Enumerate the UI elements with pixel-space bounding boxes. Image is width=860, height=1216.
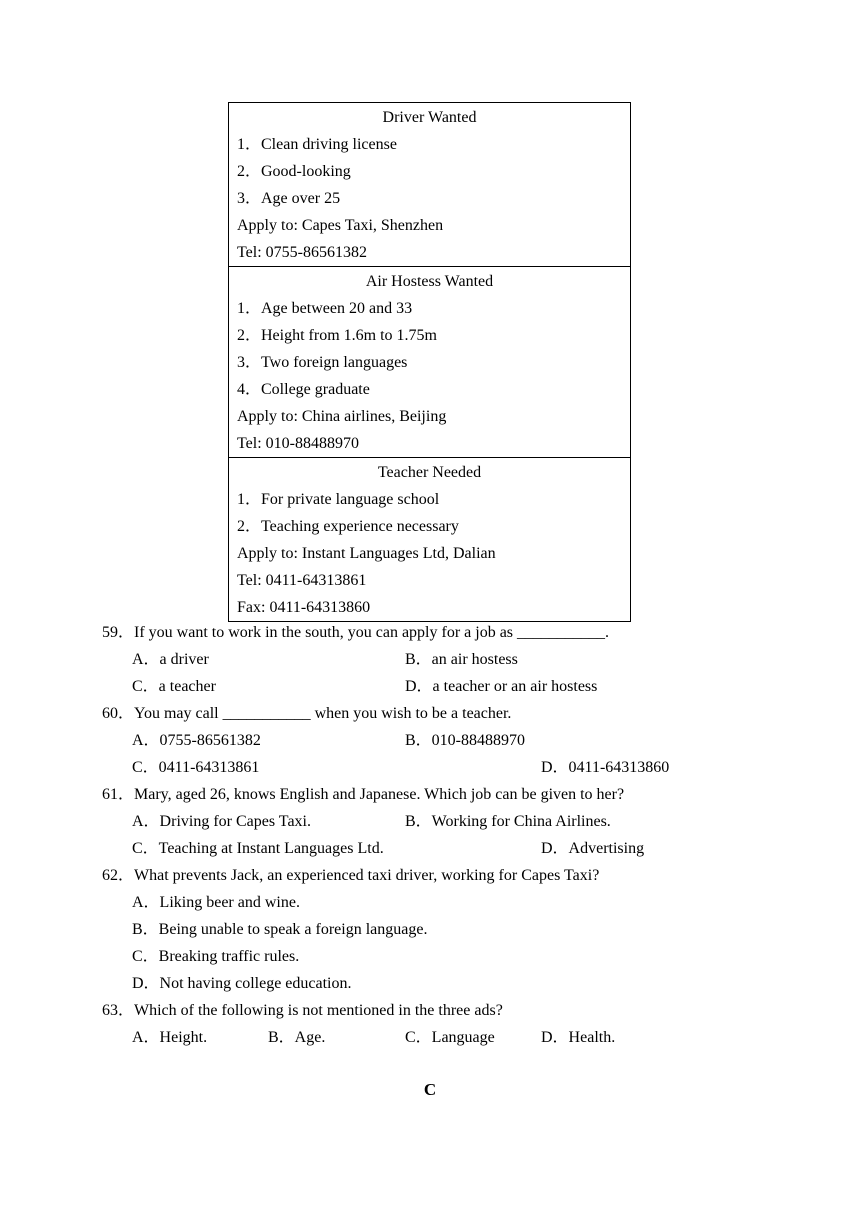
ad-line: Apply to: Capes Taxi, Shenzhen xyxy=(237,217,444,234)
question-63-stem-line xyxy=(0,997,860,1024)
section-heading: C xyxy=(423,1080,437,1099)
ad-line: 2．Good-looking xyxy=(237,163,351,180)
ad-line: 1．Clean driving license xyxy=(237,136,397,153)
option-b: B．Age. xyxy=(268,1029,326,1046)
ad-line: 3．Age over 25 xyxy=(237,190,341,207)
ad-title: Teacher Needed xyxy=(377,464,482,481)
option-d: D．Advertising xyxy=(541,840,645,857)
ads-table xyxy=(228,102,631,622)
option-c: C．Breaking traffic rules. xyxy=(132,948,300,965)
ad-line: 2．Height from 1.6m to 1.75m xyxy=(237,327,437,344)
question-stem: 60．You may call ___________ when you wish to be a teacher. xyxy=(102,705,512,722)
options-line xyxy=(0,916,860,943)
options-line xyxy=(0,1024,860,1051)
option-d: D．a teacher or an air hostess xyxy=(405,678,598,695)
options-line xyxy=(0,889,860,916)
option-b: B．010-88488970 xyxy=(405,732,526,749)
ad-driver xyxy=(229,103,630,267)
options-line xyxy=(0,727,860,754)
ad-air-hostess xyxy=(229,267,630,458)
option-b: B．Working for China Airlines. xyxy=(405,813,611,830)
ad-line: Tel: 010-88488970 xyxy=(237,435,359,452)
ad-line: Tel: 0755-86561382 xyxy=(237,244,367,261)
option-c: C．Language xyxy=(405,1029,495,1046)
ad-line: 1．Age between 20 and 33 xyxy=(237,300,413,317)
ad-teacher xyxy=(229,458,630,621)
option-a: A．Liking beer and wine. xyxy=(132,894,300,911)
option-a: A．Driving for Capes Taxi. xyxy=(132,813,312,830)
question-stem: 61．Mary, aged 26, knows English and Japanese. Which job can be given to her? xyxy=(102,786,625,803)
option-d: D．Health. xyxy=(541,1029,616,1046)
questions-block xyxy=(0,619,860,1051)
option-c: C．Teaching at Instant Languages Ltd. xyxy=(132,840,384,857)
ad-line: 3．Two foreign languages xyxy=(237,354,408,371)
ad-line: 4．College graduate xyxy=(237,381,370,398)
ad-line: 2．Teaching experience necessary xyxy=(237,518,459,535)
question-stem: 59．If you want to work in the south, you can apply for a job as ___________. xyxy=(102,624,610,641)
option-c: C．a teacher xyxy=(132,678,216,695)
question-59-stem-line xyxy=(0,619,860,646)
ad-line: Fax: 0411-64313860 xyxy=(237,599,371,616)
option-a: A．a driver xyxy=(132,651,209,668)
option-a: A．Height. xyxy=(132,1029,208,1046)
option-b: B．Being unable to speak a foreign language. xyxy=(132,921,428,938)
options-line xyxy=(0,943,860,970)
question-stem: 63．Which of the following is not mentioned in the three ads? xyxy=(102,1002,503,1019)
option-d: D．0411-64313860 xyxy=(541,759,670,776)
options-line xyxy=(0,970,860,997)
options-line xyxy=(0,808,860,835)
options-line xyxy=(0,754,860,781)
options-line xyxy=(0,835,860,862)
question-60-stem-line xyxy=(0,700,860,727)
option-b: B．an air hostess xyxy=(405,651,518,668)
ad-line: Apply to: Instant Languages Ltd, Dalian xyxy=(237,545,496,562)
ad-title: Air Hostess Wanted xyxy=(365,273,494,290)
options-line xyxy=(0,646,860,673)
ad-line: Apply to: China airlines, Beijing xyxy=(237,408,447,425)
ad-line: Tel: 0411-64313861 xyxy=(237,572,367,589)
question-stem: 62．What prevents Jack, an experienced taxi driver, working for Capes Taxi? xyxy=(102,867,600,884)
option-c: C．0411-64313861 xyxy=(132,759,260,776)
option-a: A．0755-86561382 xyxy=(132,732,261,749)
question-62-stem-line xyxy=(0,862,860,889)
ad-line: 1．For private language school xyxy=(237,491,440,508)
option-d: D．Not having college education. xyxy=(132,975,352,992)
question-61-stem-line xyxy=(0,781,860,808)
options-line xyxy=(0,673,860,700)
ad-title: Driver Wanted xyxy=(382,109,477,126)
